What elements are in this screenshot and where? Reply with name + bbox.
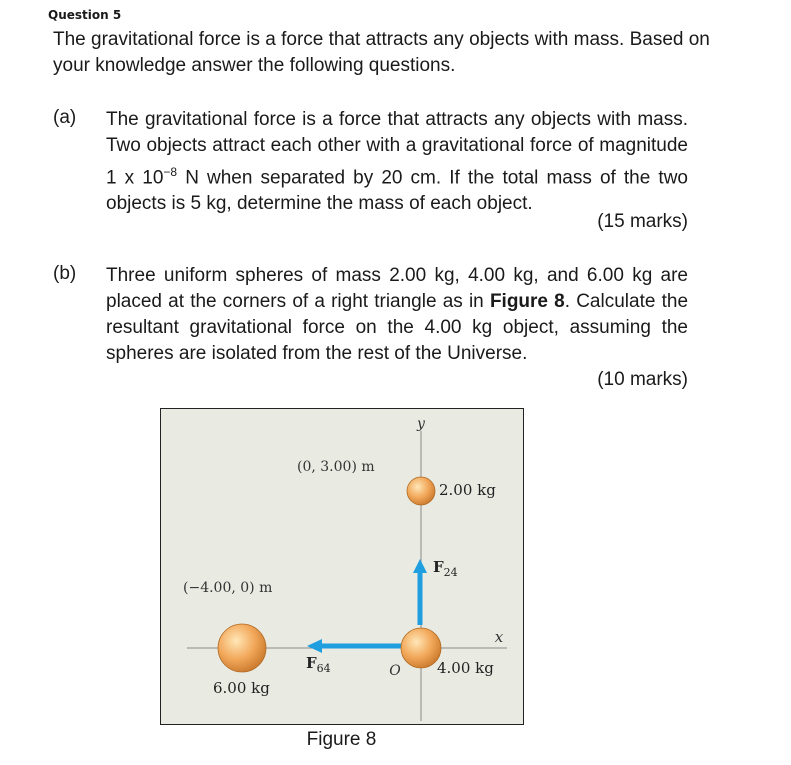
part-a-text-1: The gravitational force is a force that attracts any objects with mass. Two objects attract each other with a gravitational force of magnitude 1 x 10 — [106, 109, 688, 189]
mass-2kg-label: 2.00 kg — [439, 481, 496, 499]
force-64-label — [306, 654, 331, 675]
figure-diagram — [161, 409, 523, 724]
sphere-6kg — [218, 624, 266, 672]
part-b-label: (b) — [53, 263, 77, 284]
part-a-exponent: −8 — [163, 165, 178, 179]
force-24-label — [433, 558, 458, 579]
part-b-figure-ref: Figure 8 — [489, 291, 565, 312]
part-b-marks: (10 marks) — [597, 369, 688, 390]
sphere-2kg — [407, 477, 435, 505]
force-24-subscript: 24 — [443, 566, 458, 579]
part-a-text — [106, 107, 688, 217]
figure-8 — [160, 408, 524, 725]
part-b-text-2: . Calculate the resultant gravitational force on the 4.00 kg object, assuming the spheres are isolated from the rest of the Universe. — [106, 291, 689, 364]
y-axis-label: y — [417, 416, 425, 432]
part-a-label: (a) — [53, 107, 77, 128]
force-64-arrow-head — [307, 639, 322, 653]
origin-label: O — [389, 663, 401, 679]
part-b-text — [106, 263, 688, 367]
left-coordinate-label: (−4.00, 0) m — [183, 580, 273, 596]
top-coordinate-label: (0, 3.00) m — [297, 459, 375, 475]
x-axis-label: x — [494, 628, 504, 646]
part-b-text-1: Three uniform spheres of mass 2.00 kg, 4.00 kg, and 6.00 kg are placed at the corners of a right triangle as in — [106, 265, 688, 312]
part-a-text-2: N when separated by 20 cm. If the total mass of the two objects is 5 kg, determine the mass of each object. — [106, 167, 688, 215]
figure-caption: Figure 8 — [306, 729, 377, 750]
mass-4kg-label: 4.00 kg — [437, 659, 494, 677]
force-64-subscript: 64 — [316, 662, 331, 675]
question-number: Question 5 — [48, 8, 122, 22]
mass-6kg-label: 6.00 kg — [213, 679, 270, 697]
force-64-symbol: F — [306, 654, 317, 672]
force-24-arrow-head — [413, 559, 427, 573]
question-intro: The gravitational force is a force that attracts any objects with mass. Based on your knowledge answer the following questions. — [53, 29, 710, 76]
force-24-symbol: F — [433, 558, 444, 576]
part-a-marks: (15 marks) — [597, 211, 688, 232]
sphere-4kg — [401, 628, 441, 668]
